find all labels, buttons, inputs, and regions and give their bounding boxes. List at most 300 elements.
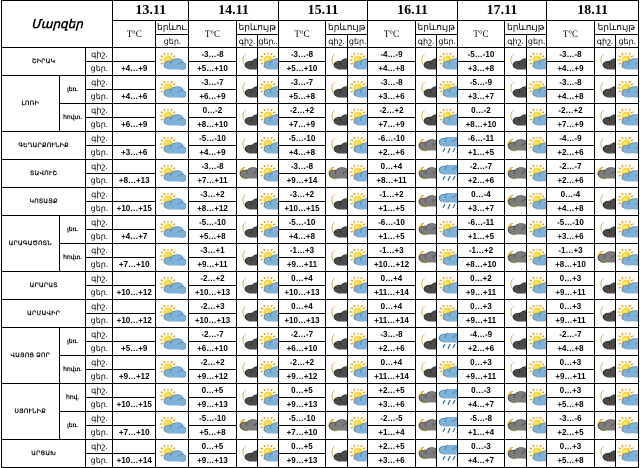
night-temp [113, 384, 156, 398]
night-icon-cell [505, 328, 527, 356]
rain-cloud-icon [437, 389, 457, 407]
night-label: գիշ. [86, 440, 113, 454]
day-icon-cell [347, 412, 368, 440]
day-temp: +5…+8 [189, 426, 236, 440]
night-temp [113, 244, 156, 258]
night-icon-cell [415, 216, 437, 244]
day-label: ցեր. [86, 370, 113, 384]
night-temp: 0…+3 [547, 300, 594, 314]
partly-sunny-icon [348, 389, 368, 407]
day-temp: +4…+7 [457, 454, 504, 468]
partly-sunny-icon [437, 221, 457, 239]
night-temp: 0…+4 [278, 300, 325, 314]
partly-sunny-icon [156, 81, 188, 99]
night-temp: 0…+5 [278, 384, 325, 398]
night-label: գիշ. [86, 412, 113, 426]
day-icon-cell [258, 300, 279, 328]
night-icon-cell [505, 356, 527, 384]
partly-sunny-icon [616, 193, 638, 211]
partly-sunny-icon [258, 445, 278, 463]
moon-cloud-icon [326, 305, 347, 323]
table-row [2, 104, 639, 118]
night-icon-cell [594, 272, 616, 300]
weather-icon-cell [156, 328, 189, 356]
date-14: 14.11 [189, 1, 279, 21]
night-icon-cell [236, 188, 258, 216]
night-temp: -4…-9 [547, 132, 594, 146]
partly-sunny-icon [258, 417, 278, 435]
partly-sunny-icon [258, 193, 278, 211]
day-icon-cell [258, 76, 279, 104]
moon-cloud-icon [595, 193, 616, 211]
partly-sunny-icon [156, 165, 188, 183]
partly-sunny-icon [616, 277, 638, 295]
night-cloud-icon [416, 445, 437, 463]
day-temp: +4…+6 [113, 90, 156, 104]
day-temp: +9…+14 [278, 174, 325, 188]
moon-cloud-icon [326, 109, 347, 127]
night-temp: -5…-10 [547, 216, 594, 230]
partly-sunny-icon [527, 277, 547, 295]
moon-cloud-icon [416, 305, 437, 323]
day-temp: +4…+9 [113, 62, 156, 76]
day-temp: +4…+8 [547, 90, 594, 104]
night-cloud-icon [416, 249, 437, 267]
moon-cloud-icon [416, 333, 437, 351]
weather-icon-cell [156, 440, 189, 468]
partly-sunny-icon [616, 389, 638, 407]
partly-sunny-icon [616, 445, 638, 463]
night-temp: -3…-8 [547, 76, 594, 90]
partly-sunny-icon [156, 221, 188, 239]
night-temp: -3…-8 [189, 160, 236, 174]
day-icon-cell [616, 244, 639, 272]
day-temp: +8…+10 [547, 258, 594, 272]
partly-sunny-icon [527, 333, 547, 351]
night-icon-cell [326, 48, 348, 76]
night-temp: -2…+2 [547, 104, 594, 118]
day-icon-cell [347, 216, 368, 244]
night-icon-cell [326, 216, 348, 244]
partly-sunny-icon [258, 249, 278, 267]
day-temp: +9…+11 [547, 370, 594, 384]
night-header-18: գիշ. [594, 35, 616, 48]
night-temp: -1…+3 [278, 244, 325, 258]
moon-cloud-icon [505, 81, 526, 99]
day-temp: +10…+14 [113, 454, 156, 468]
night-icon-cell [594, 188, 616, 216]
day-icon-cell [526, 104, 547, 132]
moon-cloud-icon [326, 137, 347, 155]
night-temp: -3…-7 [189, 76, 236, 90]
day-temp: +1…+4 [368, 426, 415, 440]
day-temp: +3…+7 [457, 90, 504, 104]
night-label: գիշ. [86, 104, 113, 118]
day-icon-cell [258, 328, 279, 356]
day-temp: +9…+11 [457, 370, 504, 384]
moon-cloud-icon [505, 333, 526, 351]
night-icon-cell [594, 216, 616, 244]
partly-sunny-icon [437, 361, 457, 379]
moon-cloud-icon [326, 277, 347, 295]
day-label: ցեր. [86, 118, 113, 132]
day-temp: +9…+11 [547, 314, 594, 328]
night-label: գիշ. [86, 328, 113, 342]
day-label: ցեր. [86, 202, 113, 216]
partly-sunny-icon [527, 361, 547, 379]
night-temp: -3…+2 [189, 188, 236, 202]
night-cloud-icon [237, 165, 258, 183]
night-temp: -6…-11 [457, 216, 504, 230]
night-temp: -2…+2 [189, 272, 236, 286]
partly-sunny-icon [527, 165, 547, 183]
night-icon-cell [505, 76, 527, 104]
sub-region-name: հովտ. [59, 356, 86, 384]
day-temp: +9…+12 [113, 370, 156, 384]
night-icon-cell [505, 188, 527, 216]
night-icon-cell [415, 356, 437, 384]
day-temp: +2…+6 [547, 146, 594, 160]
night-icon-cell [415, 160, 437, 188]
sub-region-name: լեռ. [59, 216, 86, 244]
regions-title: Մարզեր [2, 1, 113, 48]
moon-cloud-icon [237, 389, 258, 407]
day-temp: +5…+10 [278, 62, 325, 76]
day-icon-cell [347, 160, 368, 188]
partly-sunny-icon [348, 333, 368, 351]
night-temp: -1…+2 [457, 244, 504, 258]
night-cloud-icon [595, 417, 616, 435]
partly-sunny-icon [348, 445, 368, 463]
day-icon-cell [258, 384, 279, 412]
night-temp [113, 328, 156, 342]
partly-sunny-icon [348, 277, 368, 295]
moon-cloud-icon [237, 137, 258, 155]
night-temp: -3…-8 [189, 48, 236, 62]
night-icon-cell [326, 384, 348, 412]
night-temp: -2…-7 [547, 160, 594, 174]
day-temp: +8…+13 [113, 174, 156, 188]
day-icon-cell [437, 356, 458, 384]
table-row [2, 356, 639, 370]
night-temp: 0…-2 [457, 104, 504, 118]
night-temp [113, 76, 156, 90]
day-temp: +4…+7 [113, 230, 156, 244]
night-cloud-icon [416, 137, 437, 155]
partly-sunny-icon [527, 81, 547, 99]
night-icon-cell [236, 48, 258, 76]
rain-cloud-icon [437, 445, 457, 463]
day-icon-cell [526, 216, 547, 244]
night-icon-cell [415, 76, 437, 104]
day-temp: +11…+14 [368, 370, 415, 384]
day-icon-cell [437, 48, 458, 76]
moon-cloud-icon [237, 109, 258, 127]
day-temp: +5…+8 [189, 230, 236, 244]
day-temp: +2…+6 [457, 174, 504, 188]
night-label: գիշ. [86, 160, 113, 174]
partly-sunny-icon [616, 221, 638, 239]
night-cloud-icon [595, 249, 616, 267]
day-temp: +4…+9 [189, 146, 236, 160]
day-icon-cell [437, 244, 458, 272]
day-icon-cell [347, 132, 368, 160]
day-label: ցեր. [86, 230, 113, 244]
day-temp: +2…+6 [368, 146, 415, 160]
day-icon-cell [616, 48, 639, 76]
day-icon-cell [616, 188, 639, 216]
day-icon-cell [526, 160, 547, 188]
day-temp: +5…+8 [278, 90, 325, 104]
night-cloud-icon [505, 137, 526, 155]
partly-sunny-icon [258, 221, 278, 239]
night-cloud-icon [505, 417, 526, 435]
night-temp: -3…-7 [278, 76, 325, 90]
weather-icon-cell [156, 412, 189, 440]
night-icon-cell [415, 104, 437, 132]
night-cloud-icon [416, 165, 437, 183]
moon-cloud-icon [326, 221, 347, 239]
temp-header-18: T°C [547, 21, 594, 48]
weather-icon-cell [156, 356, 189, 384]
night-icon-cell [326, 412, 348, 440]
night-header-15: գիշ. [326, 35, 348, 48]
partly-sunny-icon [156, 53, 188, 71]
night-icon-cell [505, 104, 527, 132]
night-cloud-icon [416, 417, 437, 435]
partly-sunny-icon [616, 137, 638, 155]
moon-cloud-icon [237, 53, 258, 71]
day-icon-cell [526, 356, 547, 384]
night-temp: -5…-10 [278, 412, 325, 426]
day-temp: +11…+14 [368, 314, 415, 328]
night-temp: -2…+2 [278, 104, 325, 118]
night-label: գիշ. [86, 272, 113, 286]
day-temp: +9…+12 [278, 370, 325, 384]
night-icon-cell [236, 384, 258, 412]
weather-icon-cell [156, 244, 189, 272]
moon-cloud-icon [595, 361, 616, 379]
day-icon-cell [258, 356, 279, 384]
day-temp: +2…+5 [547, 426, 594, 440]
night-temp: 0…-3 [457, 440, 504, 454]
night-cloud-icon [237, 417, 258, 435]
night-temp: 0…+3 [547, 384, 594, 398]
weather-icon-cell [156, 104, 189, 132]
partly-sunny-icon [348, 165, 368, 183]
night-icon-cell [326, 356, 348, 384]
partly-sunny-icon [156, 109, 188, 127]
partly-sunny-icon [527, 389, 547, 407]
day-icon-cell [347, 440, 368, 468]
night-icon-cell [415, 300, 437, 328]
temp-header-17: T°C [457, 21, 504, 48]
night-cloud-icon [416, 221, 437, 239]
night-cloud-icon [505, 165, 526, 183]
day-header-15: ցեր. [347, 35, 368, 48]
partly-sunny-icon [527, 305, 547, 323]
day-icon-cell [437, 216, 458, 244]
night-temp: -2…-7 [189, 328, 236, 342]
day-temp: +4…+9 [547, 62, 594, 76]
night-temp: -1…+2 [368, 188, 415, 202]
phen-header-18: երևույթ [594, 21, 638, 35]
day-icon-cell [616, 356, 639, 384]
night-icon-cell [594, 76, 616, 104]
weather-icon-cell [156, 188, 189, 216]
moon-cloud-icon [326, 193, 347, 211]
temp-header-15: T°C [278, 21, 325, 48]
partly-sunny-icon [527, 53, 547, 71]
night-temp: -2…-5 [368, 412, 415, 426]
night-temp [113, 188, 156, 202]
night-temp: -5…-10 [457, 48, 504, 62]
day-icon-cell [437, 188, 458, 216]
day-temp: +10…+12 [113, 314, 156, 328]
day-icon-cell [258, 244, 279, 272]
night-temp: 0…+5 [189, 440, 236, 454]
night-icon-cell [326, 188, 348, 216]
day-icon-cell [616, 300, 639, 328]
night-temp [113, 412, 156, 426]
night-icon-cell [326, 104, 348, 132]
day-label: ցեր. [86, 258, 113, 272]
day-temp: +9…+11 [457, 286, 504, 300]
day-temp: +1…+5 [457, 230, 504, 244]
region-name: ՇԻՐԱԿ [2, 48, 86, 76]
night-icon-cell [236, 76, 258, 104]
night-temp: -3…-8 [278, 160, 325, 174]
night-icon-cell [236, 216, 258, 244]
night-label: գիշ. [86, 244, 113, 258]
night-icon-cell [236, 160, 258, 188]
night-temp: +2…+5 [368, 384, 415, 398]
moon-cloud-icon [505, 305, 526, 323]
night-temp [113, 356, 156, 370]
day-icon-cell [616, 216, 639, 244]
partly-sunny-icon [616, 81, 638, 99]
night-temp: -3…-8 [368, 328, 415, 342]
day-label: ցեր. [86, 174, 113, 188]
partly-sunny-icon [348, 109, 368, 127]
night-icon-cell [236, 356, 258, 384]
night-label: գիշ. [86, 48, 113, 62]
moon-cloud-icon [237, 445, 258, 463]
night-temp: -2…+2 [189, 356, 236, 370]
night-temp: 0…+3 [457, 356, 504, 370]
sub-region-name: լեռ. [59, 328, 86, 356]
day-icon-cell [437, 104, 458, 132]
moon-cloud-icon [326, 361, 347, 379]
partly-sunny-icon [348, 249, 368, 267]
night-temp: -5…-10 [189, 412, 236, 426]
partly-sunny-icon [348, 417, 368, 435]
day-temp: +4…+7 [457, 398, 504, 412]
day-temp: +5…+9 [113, 342, 156, 356]
partly-sunny-icon [348, 53, 368, 71]
day-icon-cell [258, 160, 279, 188]
table-row [2, 328, 639, 342]
moon-cloud-icon [595, 389, 616, 407]
night-temp: 0…-3 [457, 384, 504, 398]
table-row [2, 216, 639, 230]
partly-sunny-icon [348, 137, 368, 155]
night-label: գիշ. [86, 76, 113, 90]
weather-icon-cell [156, 384, 189, 412]
sub-region-name: հովտ. [59, 244, 86, 272]
night-icon-cell [594, 244, 616, 272]
night-icon-cell [236, 440, 258, 468]
day-icon-cell [258, 440, 279, 468]
night-label: գիշ. [86, 356, 113, 370]
day-icon-cell [437, 384, 458, 412]
weather-icon-cell [156, 272, 189, 300]
phen-header-17: երևույթ [505, 21, 547, 35]
night-label: գիշ. [86, 300, 113, 314]
moon-cloud-icon [326, 81, 347, 99]
night-temp: -6…-11 [457, 132, 504, 146]
day-icon-cell [616, 328, 639, 356]
rain-cloud-icon [437, 137, 457, 155]
day-icon-cell [258, 104, 279, 132]
night-temp: -2…-7 [547, 328, 594, 342]
partly-sunny-icon [258, 277, 278, 295]
rain-cloud-icon [437, 193, 457, 211]
day-icon-cell [616, 76, 639, 104]
day-temp: +9…+13 [189, 398, 236, 412]
partly-sunny-icon [156, 445, 188, 463]
day-label: ցեր. [86, 398, 113, 412]
day-icon-cell [258, 188, 279, 216]
moon-cloud-icon [237, 193, 258, 211]
night-icon-cell [326, 160, 348, 188]
day-temp: +9…+13 [278, 398, 325, 412]
night-temp: -1…+3 [368, 244, 415, 258]
table-row [2, 48, 639, 62]
moon-cloud-icon [237, 277, 258, 295]
date-13: 13.11 [113, 1, 189, 21]
table-row [2, 300, 639, 314]
weather-icon-cell [156, 300, 189, 328]
date-15: 15.11 [278, 1, 368, 21]
moon-cloud-icon [237, 81, 258, 99]
day-icon-cell [616, 440, 639, 468]
moon-cloud-icon [595, 305, 616, 323]
moon-cloud-icon [237, 249, 258, 267]
night-temp: -4…-9 [368, 48, 415, 62]
phen-header-16: երևույթ [415, 21, 457, 35]
moon-cloud-icon [416, 109, 437, 127]
night-icon-cell [505, 160, 527, 188]
day-icon-cell [347, 356, 368, 384]
region-name: ԿՈՏԱՅՔ [2, 188, 86, 216]
night-temp: 0…-4 [547, 188, 594, 202]
moon-cloud-icon [595, 53, 616, 71]
night-temp: 0…-4 [457, 188, 504, 202]
day-icon-cell [526, 300, 547, 328]
region-name: ԱՐՄԱՎԻՐ [2, 300, 86, 328]
region-name: ԱՐԱԳԱԾՈՏՆ [2, 216, 60, 272]
sub-region-name: լեռ. [59, 412, 86, 440]
day-icon-cell [437, 300, 458, 328]
night-icon-cell [415, 244, 437, 272]
partly-sunny-icon [348, 305, 368, 323]
day-temp: +6…+9 [189, 90, 236, 104]
day-temp: +4…+8 [547, 342, 594, 356]
night-icon-cell [415, 384, 437, 412]
night-temp: -5…-9 [457, 76, 504, 90]
partly-sunny-icon [527, 109, 547, 127]
